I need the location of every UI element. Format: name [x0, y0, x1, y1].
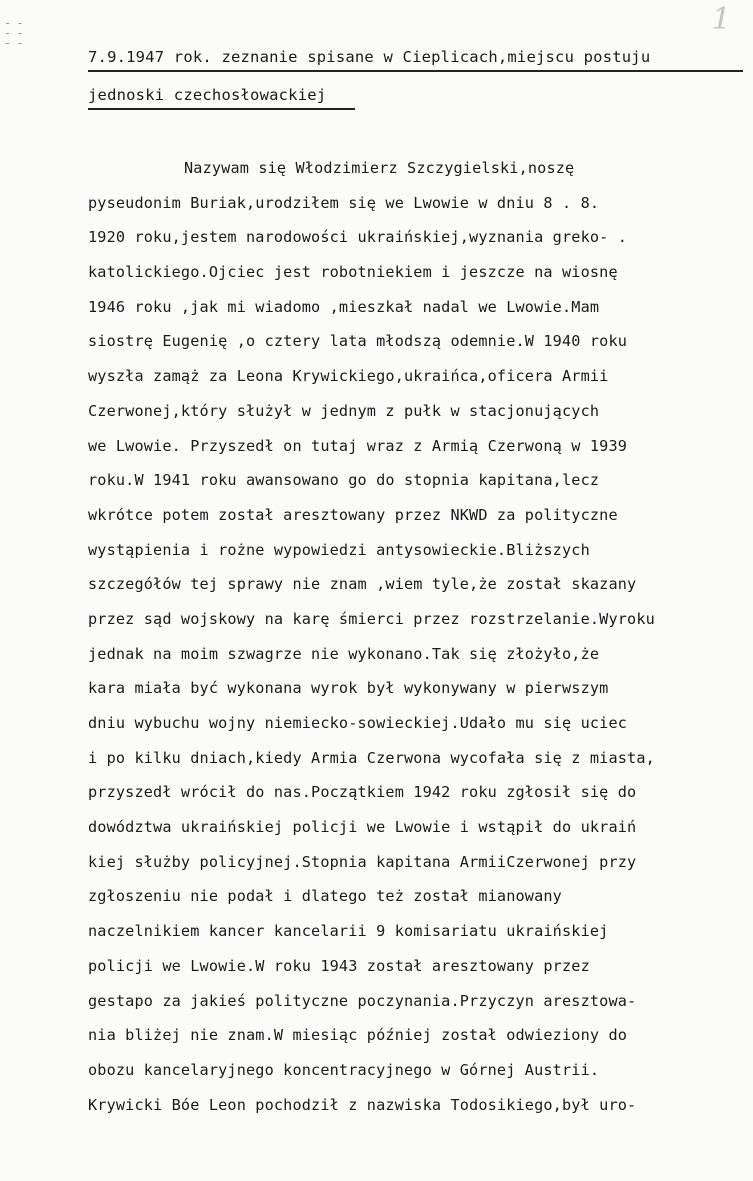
text-line: we Lwowie. Przyszedł on tutaj wraz z Armią Czerwoną w 1939: [88, 436, 628, 455]
text-line: policji we Lwowie.W roku 1943 został aresztowany przez: [88, 956, 590, 975]
text-line: i po kilku dniach,kiedy Armia Czerwona wycofała się z miasta,: [88, 748, 655, 767]
text-line: 1920 roku,jestem narodowości ukraińskiej,wyznania greko- .: [88, 228, 628, 247]
text-line: naczelnikiem kancer kancelarii 9 komisariatu ukraińskiej: [88, 922, 609, 941]
text-line: zgłoszeniu nie podał i dlatego też został mianowany: [88, 887, 562, 906]
text-line: szczegółów tej sprawy nie znam ,wiem tyle,że został skazany: [88, 575, 637, 594]
text-line: dniu wybuchu wojny niemiecko-sowieckiej.Udało mu się uciec: [88, 714, 628, 732]
header-line-1: 7.9.1947 rok. zeznanie spisane w Cieplicach,miejscu postuju: [88, 48, 651, 66]
text-line: roku.W 1941 roku awansowano go do stopnia kapitana,lecz: [88, 471, 600, 490]
text-line: dowództwa ukraińskiej policji we Lwowie i wstąpił do ukraiń: [88, 818, 637, 837]
header-underline-1: [88, 70, 743, 72]
text-line: wkrótce potem został aresztowany przez NKWD za polityczne: [88, 505, 618, 524]
text-line: 1946 roku ,jak mi wiadomo ,mieszkał nadal we Lwowie.Mam: [88, 297, 600, 316]
text-line: obozu kancelaryjnego koncentracyjnego w Górnej Austrii.: [88, 1060, 600, 1079]
testimony-body: [88, 158, 728, 1129]
text-line: kiej służby policyjnej.Stopnia kapitana ArmiiCzerwonej przy: [88, 852, 637, 871]
text-line: jednak na moim szwagrze nie wykonano.Tak się złożyło,że: [88, 644, 600, 663]
text-line: Czerwonej,który służył w jednym z pułk w stacjonujących: [88, 401, 600, 420]
page-number: 1: [711, 2, 731, 37]
text-line: kara miała być wykonana wyrok był wykonywany w pierwszym: [88, 679, 609, 698]
text-line: przyszedł wrócił do nas.Początkiem 1942 roku zgłosił się do: [88, 783, 637, 802]
header-line-2: jednoski czechosłowackiej: [88, 86, 327, 104]
text-line: siostrę Eugenię ,o cztery lata młodszą odemnie.W 1940 roku: [88, 332, 628, 351]
text-line: przez sąd wojskowy na karę śmierci przez rozstrzelanie.Wyroku: [88, 609, 655, 628]
text-line: gestapo za jakieś polityczne poczynania.Przyczyn aresztowa-: [88, 991, 637, 1010]
text-line: katolickiego.Ojciec jest robotniekiem i jeszcze na wiosnę: [88, 263, 618, 282]
binder-marks: - - - - - -: [4, 16, 23, 50]
text-line: nia bliżej nie znam.W miesiąc później został odwieziony do: [88, 1026, 628, 1045]
text-line: wyszła zamąż za Leona Krywickiego,ukraińca,oficera Armii: [88, 367, 609, 386]
text-line: Nazywam się Włodzimierz Szczygielski,noszę: [184, 159, 575, 177]
text-line: wystąpienia i rożne wypowiedzi antysowieckie.Bliższych: [88, 540, 590, 559]
header-underline-2: [88, 108, 355, 110]
text-line: pyseudonim Buriak,urodziłem się we Lwowie w dniu 8 . 8.: [88, 193, 600, 212]
text-line: Krywicki Bóe Leon pochodził z nazwiska Todosikiego,był uro-: [88, 1095, 637, 1114]
